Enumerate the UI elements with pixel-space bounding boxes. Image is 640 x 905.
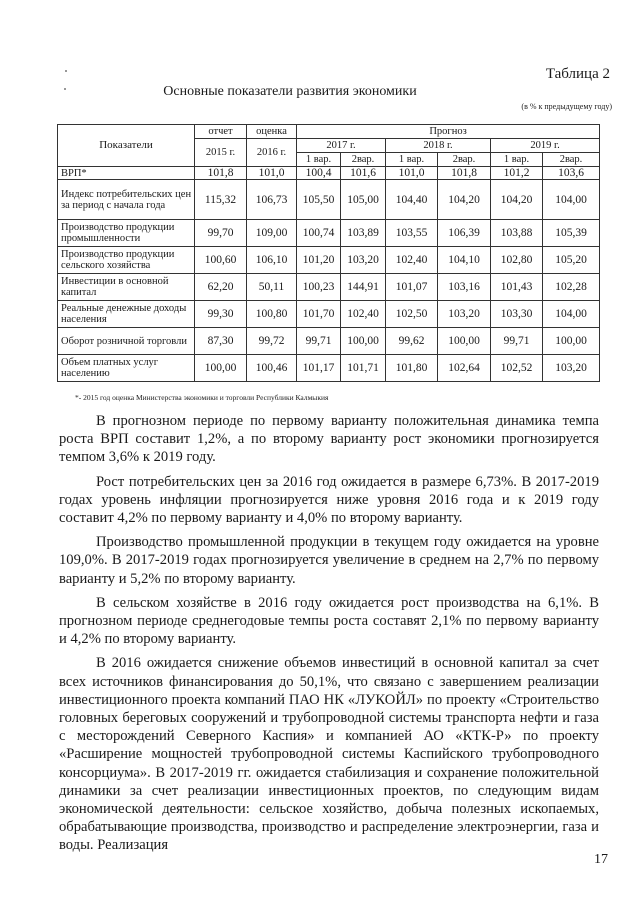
header-year-2017: 2017 г. (297, 139, 386, 153)
header-report: отчет (195, 125, 247, 139)
cell-value: 105,20 (543, 247, 600, 274)
table-row (58, 180, 600, 220)
cell-value: 102,80 (491, 247, 543, 274)
row-label: Производство продукции промышленности (58, 220, 195, 247)
cell-value: 101,2 (491, 167, 543, 180)
table-row (58, 247, 600, 274)
header-estimate: оценка (247, 125, 297, 139)
table-row (58, 167, 600, 180)
cell-value: 99,72 (247, 328, 297, 355)
header-var2: 2вар. (341, 153, 386, 167)
cell-value: 103,20 (438, 301, 491, 328)
cell-value: 103,20 (543, 355, 600, 382)
cell-value: 101,8 (438, 167, 491, 180)
cell-value: 100,80 (247, 301, 297, 328)
header-indicators: Показатели (58, 125, 195, 167)
cell-value: 50,11 (247, 274, 297, 301)
cell-value: 109,00 (247, 220, 297, 247)
cell-value: 101,07 (386, 274, 438, 301)
cell-value: 100,00 (438, 328, 491, 355)
cell-value: 101,0 (247, 167, 297, 180)
cell-value: 106,73 (247, 180, 297, 220)
header-year-2016: 2016 г. (247, 139, 297, 167)
header-var1: 1 вар. (386, 153, 438, 167)
row-label: ВРП* (58, 167, 195, 180)
cell-value: 101,20 (297, 247, 341, 274)
cell-value: 102,52 (491, 355, 543, 382)
scan-speck (65, 70, 67, 72)
cell-value: 103,16 (438, 274, 491, 301)
cell-value: 100,00 (543, 328, 600, 355)
cell-value: 100,00 (341, 328, 386, 355)
cell-value: 100,4 (297, 167, 341, 180)
table-row (58, 328, 600, 355)
cell-value: 99,71 (491, 328, 543, 355)
body-text (59, 412, 599, 861)
cell-value: 99,30 (195, 301, 247, 328)
cell-value: 99,71 (297, 328, 341, 355)
cell-value: 115,32 (195, 180, 247, 220)
cell-value: 100,23 (297, 274, 341, 301)
row-label: Реальные денежные доходы населения (58, 301, 195, 328)
cell-value: 105,50 (297, 180, 341, 220)
cell-value: 104,20 (438, 180, 491, 220)
paragraph: В сельском хозяйстве в 2016 году ожидается рост производства на 6,1%. В прогнозном периоде среднегодовые темпы роста составят 2,1% по первому варианту и 4,2% по второму варианту. (59, 594, 599, 648)
cell-value: 101,70 (297, 301, 341, 328)
cell-value: 101,71 (341, 355, 386, 382)
cell-value: 103,30 (491, 301, 543, 328)
economic-indicators-table (57, 124, 600, 382)
page-number: 17 (594, 852, 608, 867)
table-footnote: *- 2015 год оценка Министерства экономики и торговли Республики Калмыкия (75, 393, 329, 402)
cell-value: 104,00 (543, 301, 600, 328)
cell-value: 103,55 (386, 220, 438, 247)
paragraph: Рост потребительских цен за 2016 год ожидается в размере 6,73%. В 2017-2019 годах уровень инфляции прогнозируется ниже уровня 2016 года и к 2019 году составит 4,2% по первому варианту и 4,0% по второму варианту. (59, 473, 599, 527)
units-note: (в % к предыдущему году) (521, 102, 612, 111)
table-row (58, 355, 600, 382)
cell-value: 106,10 (247, 247, 297, 274)
header-year-2019: 2019 г. (491, 139, 600, 153)
cell-value: 102,50 (386, 301, 438, 328)
cell-value: 102,40 (386, 247, 438, 274)
header-var1: 1 вар. (491, 153, 543, 167)
table-row (58, 274, 600, 301)
cell-value: 99,62 (386, 328, 438, 355)
paragraph: В прогнозном периоде по первому варианту положительная динамика темпа роста ВРП составит 1,2%, а по второму варианту рост экономики прогнозируется темпом 3,6% к 2019 году. (59, 413, 599, 466)
cell-value: 62,20 (195, 274, 247, 301)
header-var2: 2вар. (543, 153, 600, 167)
table-body (58, 167, 600, 382)
table-title: Основные показатели развития экономики (163, 84, 417, 99)
header-forecast: Прогноз (297, 125, 600, 139)
row-label: Индекс потребительских цен за период с начала года (58, 180, 195, 220)
cell-value: 105,00 (341, 180, 386, 220)
cell-value: 101,80 (386, 355, 438, 382)
cell-value: 100,60 (195, 247, 247, 274)
cell-value: 103,20 (341, 247, 386, 274)
header-var2: 2вар. (438, 153, 491, 167)
cell-value: 103,89 (341, 220, 386, 247)
header-year-2018: 2018 г. (386, 139, 491, 153)
table-label: Таблица 2 (545, 66, 610, 82)
table-row (58, 220, 600, 247)
row-label: Инвестиции в основной капитал (58, 274, 195, 301)
cell-value: 105,39 (543, 220, 600, 247)
cell-value: 144,91 (341, 274, 386, 301)
cell-value: 104,00 (543, 180, 600, 220)
row-label: Производство продукции сельского хозяйства (58, 247, 195, 274)
header-year-2015: 2015 г. (195, 139, 247, 167)
cell-value: 102,64 (438, 355, 491, 382)
cell-value: 104,40 (386, 180, 438, 220)
header-var1: 1 вар. (297, 153, 341, 167)
cell-value: 104,10 (438, 247, 491, 274)
table-row (58, 301, 600, 328)
cell-value: 106,39 (438, 220, 491, 247)
cell-value: 87,30 (195, 328, 247, 355)
cell-value: 100,00 (195, 355, 247, 382)
paragraph: Производство промышленной продукции в текущем году ожидается на уровне 109,0%. В 2017-2019 годах прогнозируется увеличение в среднем на 2,7% по первому варианту и 5,2% по второму варианту. (59, 534, 599, 587)
cell-value: 104,20 (491, 180, 543, 220)
cell-value: 101,17 (297, 355, 341, 382)
cell-value: 100,46 (247, 355, 297, 382)
row-label: Оборот розничной торговли (58, 328, 195, 355)
cell-value: 99,70 (195, 220, 247, 247)
cell-value: 101,6 (341, 167, 386, 180)
cell-value: 103,88 (491, 220, 543, 247)
row-label: Объем платных услуг населению (58, 355, 195, 382)
cell-value: 101,0 (386, 167, 438, 180)
cell-value: 102,40 (341, 301, 386, 328)
cell-value: 100,74 (297, 220, 341, 247)
paragraph: В 2016 ожидается снижение объемов инвестиций в основной капитал за счет всех источников финансирования до 50,1%, что связано с завершением реализации инвестиционного проекта компаний ПАО НК «ЛУКОЙЛ» по проекту «Строительство головных береговых сооружений и трубопроводной системы транспорта нефти и газа с месторождений Северного Каспия» и компанией АО «КТК-Р» по проекту «Расширение мощностей трубопроводной системы Каспийского трубопроводного консорциума». В 2017-2019 гг. ожидается стабилизация и сохранение положительной динамики за счет реализации инвестиционных проектов, по следующим видам экономической деятельности: сельское хозяйство, добыча полезных ископаемых, обрабатывающие производства, производство и распределение электроэнергии, газа и воды. Реализация (59, 655, 599, 854)
cell-value: 103,6 (543, 167, 600, 180)
cell-value: 102,28 (543, 274, 600, 301)
cell-value: 101,43 (491, 274, 543, 301)
cell-value: 101,8 (195, 167, 247, 180)
